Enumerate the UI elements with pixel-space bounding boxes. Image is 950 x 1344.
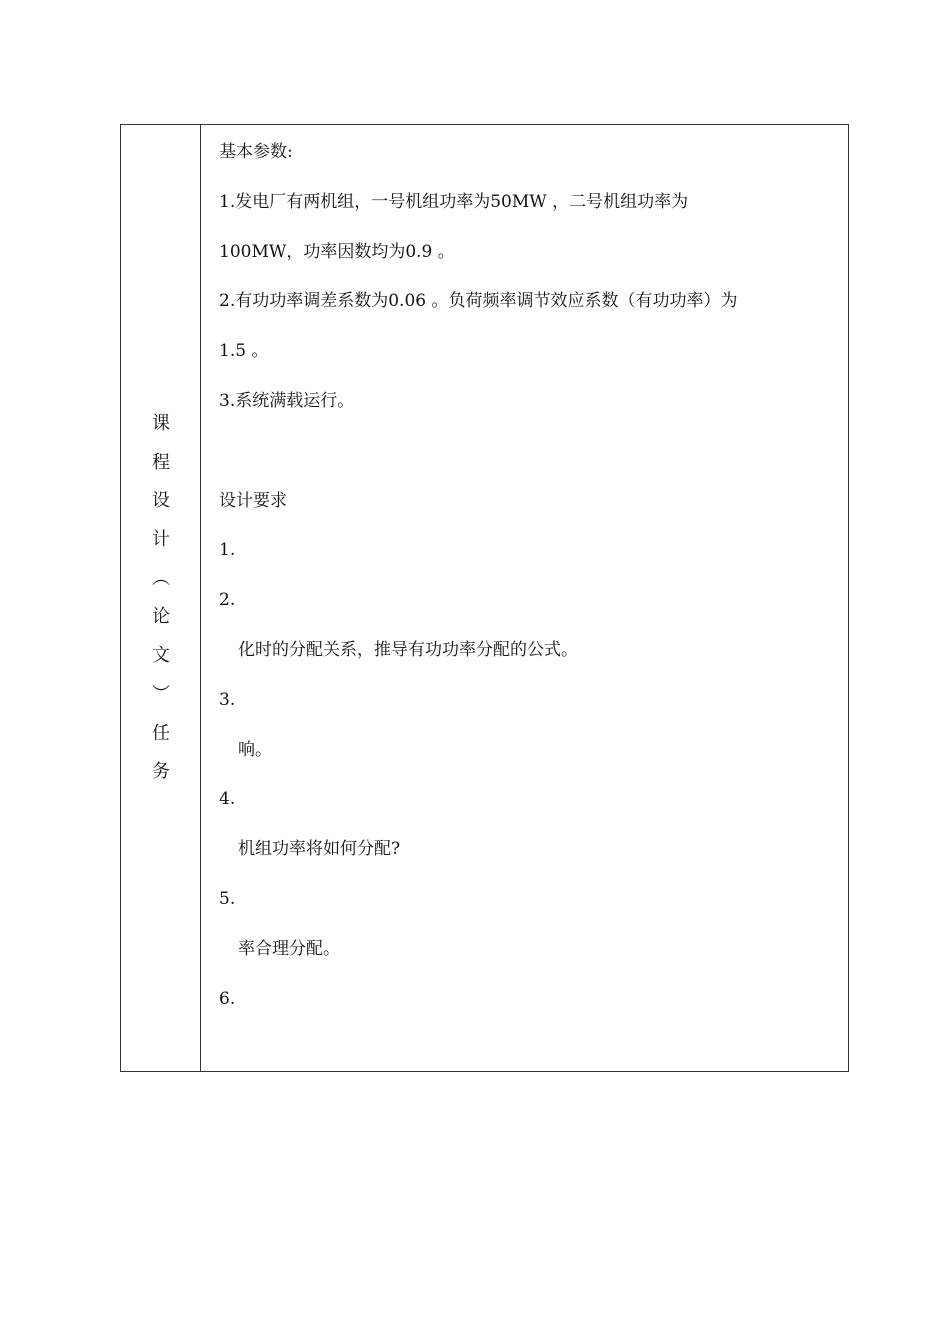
param-item-1: 1.发电厂有两机组，一号机组功率为50MW ，二号机组功率为 xyxy=(219,191,689,212)
req-item-4: 4. xyxy=(219,789,236,810)
label-char: 设 xyxy=(152,490,170,512)
content-cell xyxy=(219,140,829,1036)
label-char: 任 xyxy=(152,722,170,744)
blank-line xyxy=(219,439,829,489)
label-char: 文 xyxy=(152,645,170,667)
label-char: 课 xyxy=(152,413,170,434)
param-item-2: 2.有功功率调差系数为0.06 。负荷频率调节效应系数（有功功率）为 xyxy=(219,291,738,312)
label-char: 务 xyxy=(152,761,170,783)
req-item-2: 2. xyxy=(219,590,236,611)
req-item-5: 5. xyxy=(219,888,236,909)
param-item-3: 3.系统满载运行。 xyxy=(219,390,355,411)
req-item-6: 6. xyxy=(219,988,236,1009)
param-item-1-cont: 100MW，功率因数均为0.9 。 xyxy=(219,241,455,262)
section-title-requirements: 设计要求 xyxy=(219,490,287,511)
req-item-2-cont: 化时的分配关系，推导有功功率分配的公式。 xyxy=(238,639,578,660)
label-char: 程 xyxy=(152,451,170,473)
req-item-4-cont: 机组功率将如何分配? xyxy=(238,839,401,860)
req-item-1: 1. xyxy=(219,540,236,561)
label-column xyxy=(121,125,201,1071)
req-item-5-cont: 率合理分配。 xyxy=(238,938,340,959)
section-title-basic-params: 基本参数: xyxy=(219,142,293,162)
label-char: ︵ xyxy=(152,567,170,589)
req-item-3: 3. xyxy=(219,689,236,710)
label-char: 计 xyxy=(152,529,170,551)
label-char: ︶ xyxy=(152,683,170,705)
param-item-2-cont: 1.5 。 xyxy=(219,341,269,362)
label-char: 论 xyxy=(152,606,170,628)
req-item-3-cont: 响。 xyxy=(238,739,272,760)
task-table xyxy=(120,124,849,1072)
vertical-label xyxy=(121,405,201,792)
